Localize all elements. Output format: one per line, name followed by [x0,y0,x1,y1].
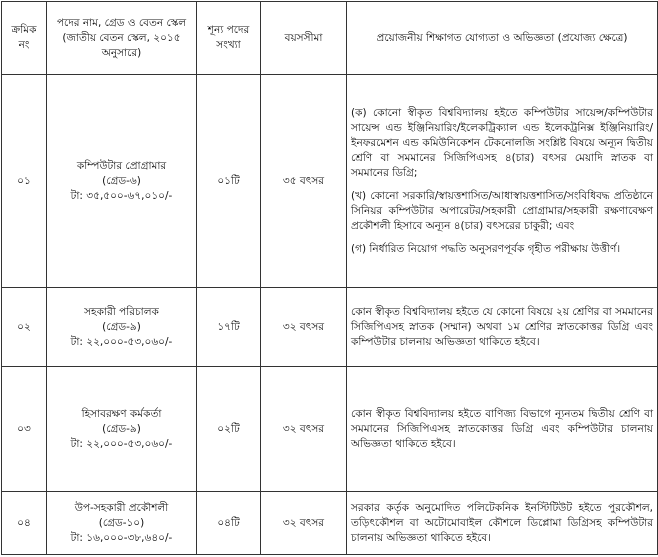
post-cell [47,492,197,555]
post-cell [47,75,197,288]
post-grade: (গ্রেড-৯) [102,422,141,435]
header-age: বয়সসীমা [261,2,347,75]
post-grade: (গ্রেড-৬) [102,174,141,187]
serial-cell: ০৩ [2,367,47,492]
vacancies-cell: ০২টি [197,367,261,492]
table-row [2,288,658,367]
header-qualification: প্রয়োজনীয় শিক্ষাগত যোগ্যতা ও অভিজ্ঞতা (প্রযোজ্য ক্ষেত্রে) [347,2,658,75]
table-row [2,367,658,492]
table-row [2,492,658,555]
serial-cell: ০২ [2,288,47,367]
post-pay: টা: ২২,০০০-৫৩,০৬০/- [70,335,173,348]
header-row [2,2,658,75]
post-pay: টা: ৩৫,৫০০-৬৭,০১০/- [70,189,173,202]
vacancies-cell: ০১টি [197,75,261,288]
serial-cell: ০১ [2,75,47,288]
job-vacancy-table [1,1,658,555]
vacancies-cell: ১৭টি [197,288,261,367]
post-grade: (গ্রেড-৯) [102,320,141,333]
post-name: উপ-সহকারী প্রকৌশলী [74,501,169,514]
qualification-a: (ক) কোনো স্বীকৃত বিশ্ববিদ্যালয় হইতে কম্পিউটার সায়েন্স/কম্পিউটার সায়েন্স এন্ড ইঞ্জিনিয়ারিং/ইলেকট্রিক্যাল এন্ড ইলেকট্রনিক্স ইঞ্জিনিয়ারিং/ইনফরমেশন এন্ড কমিউনিকেশন টেকনোলজি সংশ্লিষ্ট বিষয়ে অন্যূন দ্বিতীয় শ্রেণি বা সমমানের সিজিপিএসহ ৪(চার) বৎসর মেয়াদি স্নাতক বা সমমানের ডিগ্রি; [351,106,653,179]
serial-cell: ০৪ [2,492,47,555]
qualification-b: (খ) কোনো সরকারি/স্বায়ত্তশাসিত/আধাস্বায়ত্তশাসিত/সংবিধিবদ্ধ প্রতিষ্ঠানে সিনিয়র কম্পিউটার অপারেটর/সহকারী প্রোগ্রামার/সহকারী রক্ষণাবেক্ষণ প্রকৌশলী হিসাবে অন্যূন ৪(চার) বৎসরের চাকুরী; এবং [351,189,653,232]
post-name: কম্পিউটার প্রোগ্রামার [76,159,167,172]
age-cell: ৩২ বৎসর [261,367,347,492]
post-name: সহকারী পরিচালক [84,305,159,318]
post-cell [47,288,197,367]
qualification-cell: সরকার কর্তৃক অনুমোদিত পলিটেকনিক ইনস্টিটিউট হইতে পুরকৌশল, তড়িৎকৌশল বা অটোমোবাইল কৌশলে ডিপ্লোমা ডিগ্রিসহ কম্পিউটার চালনায় অভিজ্ঞতা থাকিতে হইবে। [347,492,658,555]
post-cell [47,367,197,492]
header-post: পদের নাম, গ্রেড ও বেতন স্কেল (জাতীয় বেতন স্কেল, ২০১৫ অনুসারে) [47,2,197,75]
post-grade: (গ্রেড-১০) [98,516,145,529]
post-pay: টা: ১৬,০০০-৩৮,৬৪০/- [70,531,173,544]
header-serial: ক্রমিক নং [2,2,47,75]
age-cell: ৩৫ বৎসর [261,75,347,288]
qualification-cell [347,75,658,288]
qualification-cell: কোন স্বীকৃত বিশ্ববিদ্যালয় হইতে বাণিজ্য বিভাগে ন্যূনতম দ্বিতীয় শ্রেণি বা সমমানের সিজিপিএসহ স্নাতকোত্তর ডিগ্রি এবং কম্পিউটার চালনায় অভিজ্ঞতা থাকিতে হইবে। [347,367,658,492]
qualification-cell: কোন স্বীকৃত বিশ্ববিদ্যালয় হইতে যে কোনো বিষয়ে ২য় শ্রেণির বা সমমানের সিজিপিএসহ স্নাতক (সম্মান) অথবা ১ম শ্রেণির স্নাতকোত্তর ডিগ্রি এবং কম্পিউটার চালনায় অভিজ্ঞতা থাকিতে হইবে। [347,288,658,367]
age-cell: ৩২ বৎসর [261,288,347,367]
header-vacancies: শূন্য পদের সংখ্যা [197,2,261,75]
vacancies-cell: ০৪টি [197,492,261,555]
qualification-c: (গ) নির্ধারিত নিয়োগ পদ্ধতি অনুসরণপূর্বক গৃহীত পরীক্ষায় উত্তীর্ণ। [351,242,621,255]
post-name: হিসাবরক্ষণ কর্মকর্তা [81,407,162,420]
table-row [2,75,658,288]
age-cell: ৩২ বৎসর [261,492,347,555]
post-pay: টা: ২২,০০০-৫৩,০৬০/- [70,437,173,450]
